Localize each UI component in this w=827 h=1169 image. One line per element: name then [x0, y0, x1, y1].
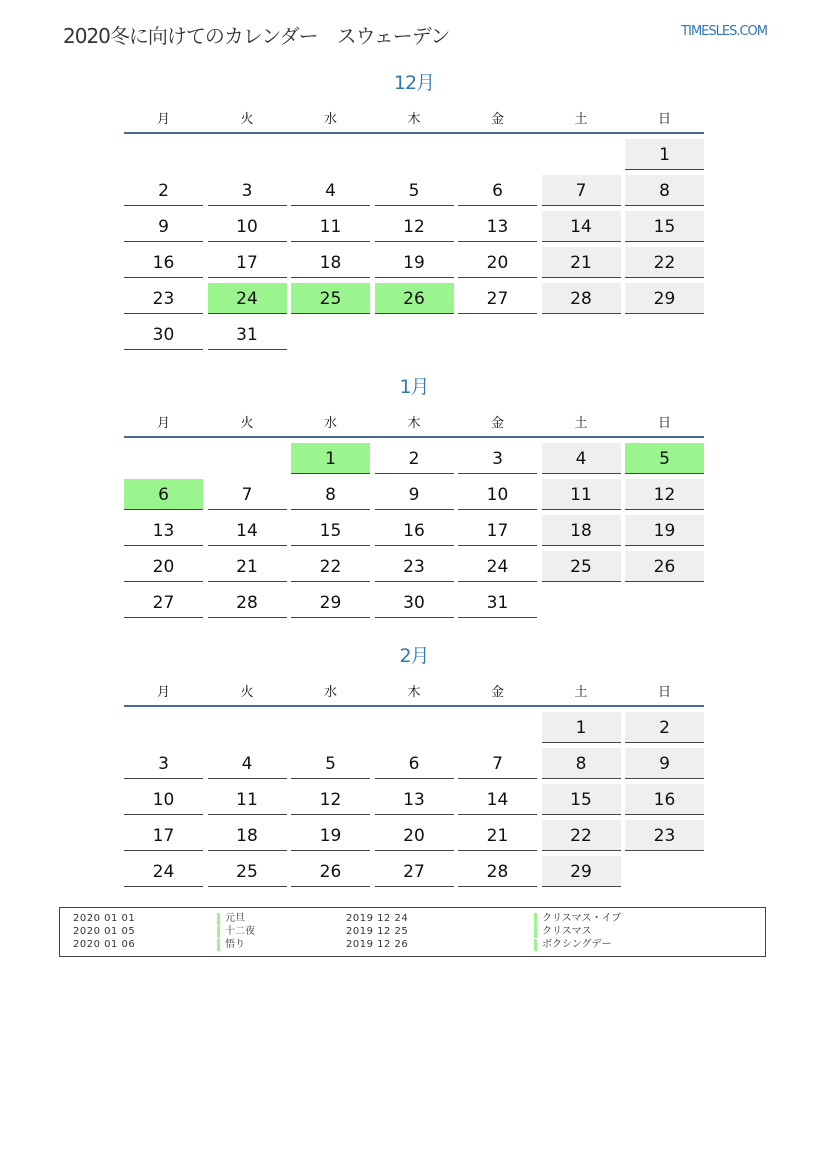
legend-row	[60, 926, 765, 938]
empty-cell	[625, 587, 704, 618]
weekday-label: 水	[323, 416, 337, 431]
weekday-label: 金	[490, 112, 504, 127]
day-cell[interactable]: 26	[291, 856, 370, 887]
day-cell[interactable]: 26	[625, 551, 704, 582]
day-cell[interactable]: 7	[458, 748, 537, 779]
day-cell[interactable]: 19	[625, 515, 704, 546]
weekday-header	[124, 681, 704, 703]
day-cell[interactable]: 6	[458, 175, 537, 206]
day-cell[interactable]: 15	[542, 784, 621, 815]
weekday-label: 火	[240, 685, 254, 700]
weekday-label: 木	[407, 685, 421, 700]
legend-date: 2020 01 05	[73, 926, 136, 937]
day-cell[interactable]: 1	[291, 443, 370, 474]
day-cell[interactable]: 13	[375, 784, 454, 815]
day-cell[interactable]: 11	[208, 784, 287, 815]
day-cell[interactable]: 20	[375, 820, 454, 851]
weekday-label: 日	[657, 685, 671, 700]
day-cell[interactable]: 6	[124, 479, 203, 510]
day-cell[interactable]: 24	[124, 856, 203, 887]
empty-cell	[208, 712, 287, 743]
day-cell[interactable]: 25	[291, 283, 370, 314]
weekday-label: 木	[407, 112, 421, 127]
day-cell[interactable]: 10	[208, 211, 287, 242]
day-cell[interactable]: 12	[375, 211, 454, 242]
month-section	[124, 643, 704, 892]
day-cell[interactable]: 28	[458, 856, 537, 887]
day-cell[interactable]: 3	[124, 748, 203, 779]
day-cell[interactable]: 18	[208, 820, 287, 851]
day-cell[interactable]: 30	[375, 587, 454, 618]
weekday-label: 日	[657, 112, 671, 127]
empty-cell	[375, 712, 454, 743]
empty-cell	[291, 319, 370, 350]
day-cell[interactable]: 22	[542, 820, 621, 851]
day-cell[interactable]: 11	[291, 211, 370, 242]
month-title: 1月	[399, 376, 429, 398]
header-divider	[124, 436, 704, 438]
day-cell[interactable]: 7	[542, 175, 621, 206]
day-cell[interactable]: 2	[124, 175, 203, 206]
weekday-label: 水	[323, 112, 337, 127]
legend-date: 2019 12 24	[346, 913, 409, 924]
empty-cell	[208, 139, 287, 170]
day-cell[interactable]: 16	[625, 784, 704, 815]
day-cell[interactable]: 8	[542, 748, 621, 779]
month-title: 12月	[393, 72, 435, 94]
holiday-legend	[59, 907, 766, 957]
page-title: 2020冬に向けてのカレンダー スウェーデン	[63, 24, 450, 48]
day-cell[interactable]: 14	[542, 211, 621, 242]
day-cell[interactable]: 20	[458, 247, 537, 278]
day-cell[interactable]: 29	[291, 587, 370, 618]
empty-cell	[542, 139, 621, 170]
header-divider	[124, 705, 704, 707]
day-cell[interactable]: 9	[625, 748, 704, 779]
legend-date: 2020 01 01	[73, 913, 136, 924]
day-cell[interactable]: 16	[375, 515, 454, 546]
empty-cell	[291, 712, 370, 743]
day-cell[interactable]: 22	[291, 551, 370, 582]
day-cell[interactable]: 15	[625, 211, 704, 242]
day-cell[interactable]: 16	[124, 247, 203, 278]
empty-cell	[291, 139, 370, 170]
weekday-label: 月	[156, 112, 170, 127]
day-cell[interactable]: 17	[458, 515, 537, 546]
day-cell[interactable]: 28	[208, 587, 287, 618]
brand-logo[interactable]: TIMESLES.COM	[681, 24, 767, 39]
empty-cell	[124, 443, 203, 474]
day-grid	[124, 139, 704, 355]
day-cell[interactable]: 5	[375, 175, 454, 206]
day-cell[interactable]: 17	[208, 247, 287, 278]
day-cell[interactable]: 30	[124, 319, 203, 350]
day-cell[interactable]: 19	[291, 820, 370, 851]
day-cell[interactable]: 13	[124, 515, 203, 546]
weekday-label: 月	[156, 416, 170, 431]
day-cell[interactable]: 15	[291, 515, 370, 546]
day-cell[interactable]: 5	[625, 443, 704, 474]
empty-cell	[124, 139, 203, 170]
day-cell[interactable]: 7	[208, 479, 287, 510]
weekday-header	[124, 108, 704, 130]
weekday-label: 火	[240, 416, 254, 431]
day-cell[interactable]: 12	[625, 479, 704, 510]
day-cell[interactable]: 5	[291, 748, 370, 779]
day-cell[interactable]: 8	[291, 479, 370, 510]
empty-cell	[375, 139, 454, 170]
legend-name: 元旦	[217, 913, 245, 925]
empty-cell	[458, 319, 537, 350]
day-grid	[124, 712, 704, 892]
day-cell[interactable]: 3	[208, 175, 287, 206]
weekday-label: 月	[156, 685, 170, 700]
legend-row	[60, 913, 765, 925]
empty-cell	[625, 856, 704, 887]
legend-date: 2019 12 25	[346, 926, 409, 937]
day-cell[interactable]: 28	[542, 283, 621, 314]
day-cell[interactable]: 21	[458, 820, 537, 851]
empty-cell	[458, 712, 537, 743]
day-cell[interactable]: 2	[625, 712, 704, 743]
day-cell[interactable]: 13	[458, 211, 537, 242]
legend-name: 十二夜	[217, 926, 255, 938]
empty-cell	[458, 139, 537, 170]
day-cell[interactable]: 14	[208, 515, 287, 546]
day-cell[interactable]: 31	[458, 587, 537, 618]
day-cell[interactable]: 25	[208, 856, 287, 887]
empty-cell	[542, 319, 621, 350]
weekday-label: 水	[323, 685, 337, 700]
weekday-label: 土	[574, 416, 588, 431]
day-cell[interactable]: 1	[625, 139, 704, 170]
day-cell[interactable]: 12	[291, 784, 370, 815]
day-cell[interactable]: 29	[542, 856, 621, 887]
empty-cell	[208, 443, 287, 474]
empty-cell	[375, 319, 454, 350]
day-cell[interactable]: 23	[124, 283, 203, 314]
day-cell[interactable]: 10	[458, 479, 537, 510]
header-divider	[124, 132, 704, 134]
weekday-header	[124, 412, 704, 434]
day-cell[interactable]: 4	[542, 443, 621, 474]
day-cell[interactable]: 22	[625, 247, 704, 278]
day-cell[interactable]: 20	[124, 551, 203, 582]
empty-cell	[625, 319, 704, 350]
legend-name: ボクシングデー	[534, 939, 612, 951]
day-cell[interactable]: 18	[291, 247, 370, 278]
day-cell[interactable]: 4	[208, 748, 287, 779]
weekday-label: 火	[240, 112, 254, 127]
day-cell[interactable]: 14	[458, 784, 537, 815]
month-section	[124, 70, 704, 355]
month-section	[124, 374, 704, 623]
day-cell[interactable]: 25	[542, 551, 621, 582]
day-cell[interactable]: 10	[124, 784, 203, 815]
legend-name: クリスマス・イブ	[534, 913, 621, 925]
day-cell[interactable]: 24	[208, 283, 287, 314]
day-cell[interactable]: 6	[375, 748, 454, 779]
day-cell[interactable]: 27	[124, 587, 203, 618]
legend-name: 悟り	[217, 939, 245, 951]
day-cell[interactable]: 27	[375, 856, 454, 887]
weekday-label: 土	[574, 685, 588, 700]
day-grid	[124, 443, 704, 623]
day-cell[interactable]: 26	[375, 283, 454, 314]
legend-date: 2020 01 06	[73, 939, 136, 950]
legend-row	[60, 939, 765, 951]
day-cell[interactable]: 2	[375, 443, 454, 474]
day-cell[interactable]: 23	[625, 820, 704, 851]
day-cell[interactable]: 31	[208, 319, 287, 350]
day-cell[interactable]: 8	[625, 175, 704, 206]
day-cell[interactable]: 9	[375, 479, 454, 510]
weekday-label: 土	[574, 112, 588, 127]
empty-cell	[542, 587, 621, 618]
day-cell[interactable]: 18	[542, 515, 621, 546]
day-cell[interactable]: 9	[124, 211, 203, 242]
day-cell[interactable]: 17	[124, 820, 203, 851]
weekday-label: 日	[657, 416, 671, 431]
day-cell[interactable]: 21	[542, 247, 621, 278]
day-cell[interactable]: 19	[375, 247, 454, 278]
day-cell[interactable]: 3	[458, 443, 537, 474]
day-cell[interactable]: 24	[458, 551, 537, 582]
weekday-label: 金	[490, 416, 504, 431]
legend-name: クリスマス	[534, 926, 592, 938]
legend-date: 2019 12 26	[346, 939, 409, 950]
day-cell[interactable]: 29	[625, 283, 704, 314]
day-cell[interactable]: 21	[208, 551, 287, 582]
day-cell[interactable]: 27	[458, 283, 537, 314]
weekday-label: 木	[407, 416, 421, 431]
empty-cell	[124, 712, 203, 743]
day-cell[interactable]: 23	[375, 551, 454, 582]
day-cell[interactable]: 4	[291, 175, 370, 206]
day-cell[interactable]: 11	[542, 479, 621, 510]
month-title: 2月	[399, 645, 429, 667]
day-cell[interactable]: 1	[542, 712, 621, 743]
weekday-label: 金	[490, 685, 504, 700]
